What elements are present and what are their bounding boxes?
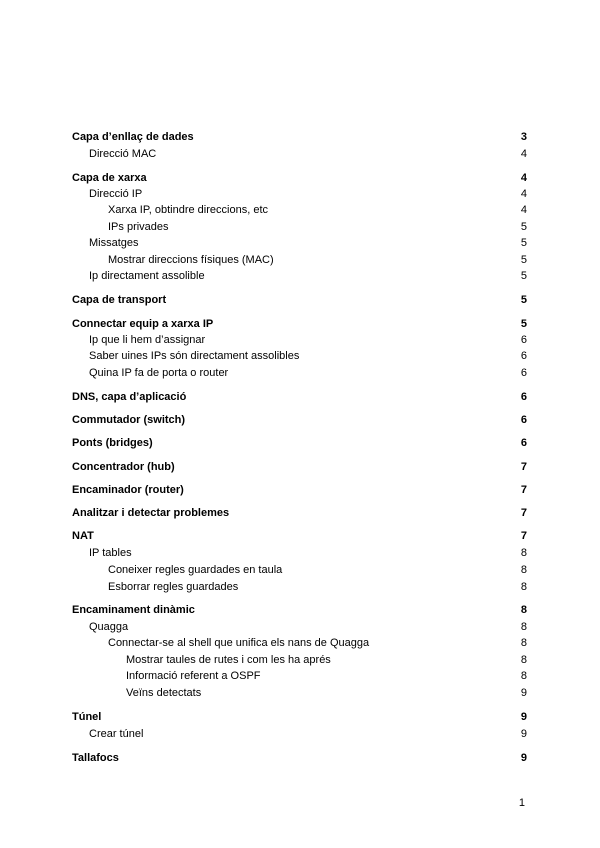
toc-entry-title: Encaminador (router) bbox=[72, 484, 184, 496]
toc-entry-page: 6 bbox=[520, 334, 527, 346]
toc-entry-page: 7 bbox=[520, 484, 527, 496]
toc-entry-page: 8 bbox=[520, 637, 527, 649]
toc-entry-title: Crear túnel bbox=[89, 728, 144, 740]
toc-entry-title: Ponts (bridges) bbox=[72, 437, 153, 449]
toc-entry-page: 9 bbox=[520, 711, 527, 723]
toc-entry[interactable] bbox=[0, 750, 600, 766]
toc-entry-title: NAT bbox=[72, 530, 94, 542]
toc-entry-title: Quina IP fa de porta o router bbox=[89, 367, 229, 379]
toc-entry-title: Analitzar i detectar problemes bbox=[72, 507, 230, 519]
toc-entry-title: Coneixer regles guardades en taula bbox=[108, 564, 283, 576]
toc-entry-title: Mostrar direccions físiques (MAC) bbox=[108, 254, 274, 266]
toc-entry-page: 7 bbox=[520, 530, 527, 542]
toc-entry-title: Capa de xarxa bbox=[72, 172, 147, 184]
toc-entry-page: 9 bbox=[520, 752, 527, 764]
toc-entry-page: 5 bbox=[520, 318, 527, 330]
toc-entry-page: 8 bbox=[520, 604, 527, 616]
toc-entry-page: 3 bbox=[520, 131, 527, 143]
toc-entry[interactable] bbox=[0, 365, 600, 381]
toc-entry-title: Connectar-se al shell que unifica els nans de Quagga bbox=[108, 637, 370, 649]
toc-entry-page: 7 bbox=[520, 461, 527, 473]
toc-entry-page: 8 bbox=[520, 581, 527, 593]
toc-entry[interactable] bbox=[0, 332, 600, 348]
toc-entry[interactable] bbox=[0, 235, 600, 251]
toc-entry-title: Xarxa IP, obtindre direccions, etc bbox=[108, 204, 268, 216]
toc-entry[interactable] bbox=[0, 202, 600, 218]
toc-entry-page: 6 bbox=[520, 350, 527, 362]
toc-entry-page: 7 bbox=[520, 507, 527, 519]
toc-entry-page: 9 bbox=[520, 687, 527, 699]
toc-entry[interactable] bbox=[0, 528, 600, 544]
toc-entry-page: 5 bbox=[520, 254, 527, 266]
toc-entry-title: Missatges bbox=[89, 237, 139, 249]
toc-entry[interactable] bbox=[0, 292, 600, 308]
toc-entry-page: 4 bbox=[520, 188, 527, 200]
toc-entry-title: Commutador (switch) bbox=[72, 414, 186, 426]
toc-entry-title: Quagga bbox=[89, 621, 129, 633]
toc-entry-title: Ip que li hem d’assignar bbox=[89, 334, 206, 346]
toc-entry-title: IPs privades bbox=[108, 221, 169, 233]
toc-entry[interactable] bbox=[0, 579, 600, 595]
toc-entry[interactable] bbox=[0, 726, 600, 742]
toc-entry-title: Direcció MAC bbox=[89, 148, 157, 160]
toc-entry[interactable] bbox=[0, 268, 600, 284]
toc-entry[interactable] bbox=[0, 545, 600, 561]
toc-entry[interactable] bbox=[0, 505, 600, 521]
toc-entry[interactable] bbox=[0, 146, 600, 162]
toc-entry-title: Capa de transport bbox=[72, 294, 167, 306]
toc-entry[interactable] bbox=[0, 619, 600, 635]
toc-entry[interactable] bbox=[0, 668, 600, 684]
toc-entry[interactable] bbox=[0, 412, 600, 428]
toc-entry[interactable] bbox=[0, 389, 600, 405]
toc-entry-page: 8 bbox=[520, 654, 527, 666]
toc-entry-title: Connectar equip a xarxa IP bbox=[72, 318, 214, 330]
toc-entry-title: Informació referent a OSPF bbox=[126, 670, 261, 682]
toc-entry-title: Tallafocs bbox=[72, 752, 119, 764]
toc-entry-page: 6 bbox=[520, 437, 527, 449]
toc-entry[interactable] bbox=[0, 219, 600, 235]
toc-entry-title: Direcció IP bbox=[89, 188, 143, 200]
toc-entry[interactable] bbox=[0, 435, 600, 451]
toc-entry[interactable] bbox=[0, 129, 600, 145]
toc-entry-page: 9 bbox=[520, 728, 527, 740]
toc-entry-title: Mostrar taules de rutes i com les ha aprés bbox=[126, 654, 331, 666]
page-number: 1 bbox=[518, 797, 525, 809]
toc-entry-page: 5 bbox=[520, 221, 527, 233]
toc-entry[interactable] bbox=[0, 252, 600, 268]
toc-entry[interactable] bbox=[0, 348, 600, 364]
toc-entry-page: 5 bbox=[520, 294, 527, 306]
toc-entry-title: Concentrador (hub) bbox=[72, 461, 175, 473]
toc-entry-title: Capa d’enllaç de dades bbox=[72, 131, 194, 143]
toc-entry-title: Túnel bbox=[72, 711, 102, 723]
toc-entry[interactable] bbox=[0, 562, 600, 578]
toc-entry-title: IP tables bbox=[89, 547, 132, 559]
toc-entry-title: Esborrar regles guardades bbox=[108, 581, 239, 593]
toc-entry[interactable] bbox=[0, 602, 600, 618]
toc-entry-title: DNS, capa d’aplicació bbox=[72, 391, 187, 403]
toc-entry[interactable] bbox=[0, 652, 600, 668]
toc-entry-page: 4 bbox=[520, 148, 527, 160]
toc-entry-page: 4 bbox=[520, 204, 527, 216]
toc-entry-title: Saber uines IPs són directament assolibles bbox=[89, 350, 300, 362]
toc-entry-page: 8 bbox=[520, 564, 527, 576]
toc-entry-title: Encaminament dinàmic bbox=[72, 604, 195, 616]
toc-entry-page: 8 bbox=[520, 670, 527, 682]
toc-entry-page: 5 bbox=[520, 270, 527, 282]
toc-entry-title: Veïns detectats bbox=[126, 687, 202, 699]
toc-entry-title: Ip directament assolible bbox=[89, 270, 205, 282]
toc-entry[interactable] bbox=[0, 316, 600, 332]
toc-entry-page: 6 bbox=[520, 367, 527, 379]
toc-entry-page: 8 bbox=[520, 547, 527, 559]
toc-entry-page: 6 bbox=[520, 391, 527, 403]
toc-entry-page: 5 bbox=[520, 237, 527, 249]
toc-entry[interactable] bbox=[0, 635, 600, 651]
toc-entry-page: 4 bbox=[520, 172, 527, 184]
toc-entry-page: 6 bbox=[520, 414, 527, 426]
toc-entry[interactable] bbox=[0, 709, 600, 725]
toc-entry[interactable] bbox=[0, 459, 600, 475]
toc-entry[interactable] bbox=[0, 186, 600, 202]
toc-entry[interactable] bbox=[0, 170, 600, 186]
toc-entry-page: 8 bbox=[520, 621, 527, 633]
toc-entry[interactable] bbox=[0, 685, 600, 701]
toc-entry[interactable] bbox=[0, 482, 600, 498]
